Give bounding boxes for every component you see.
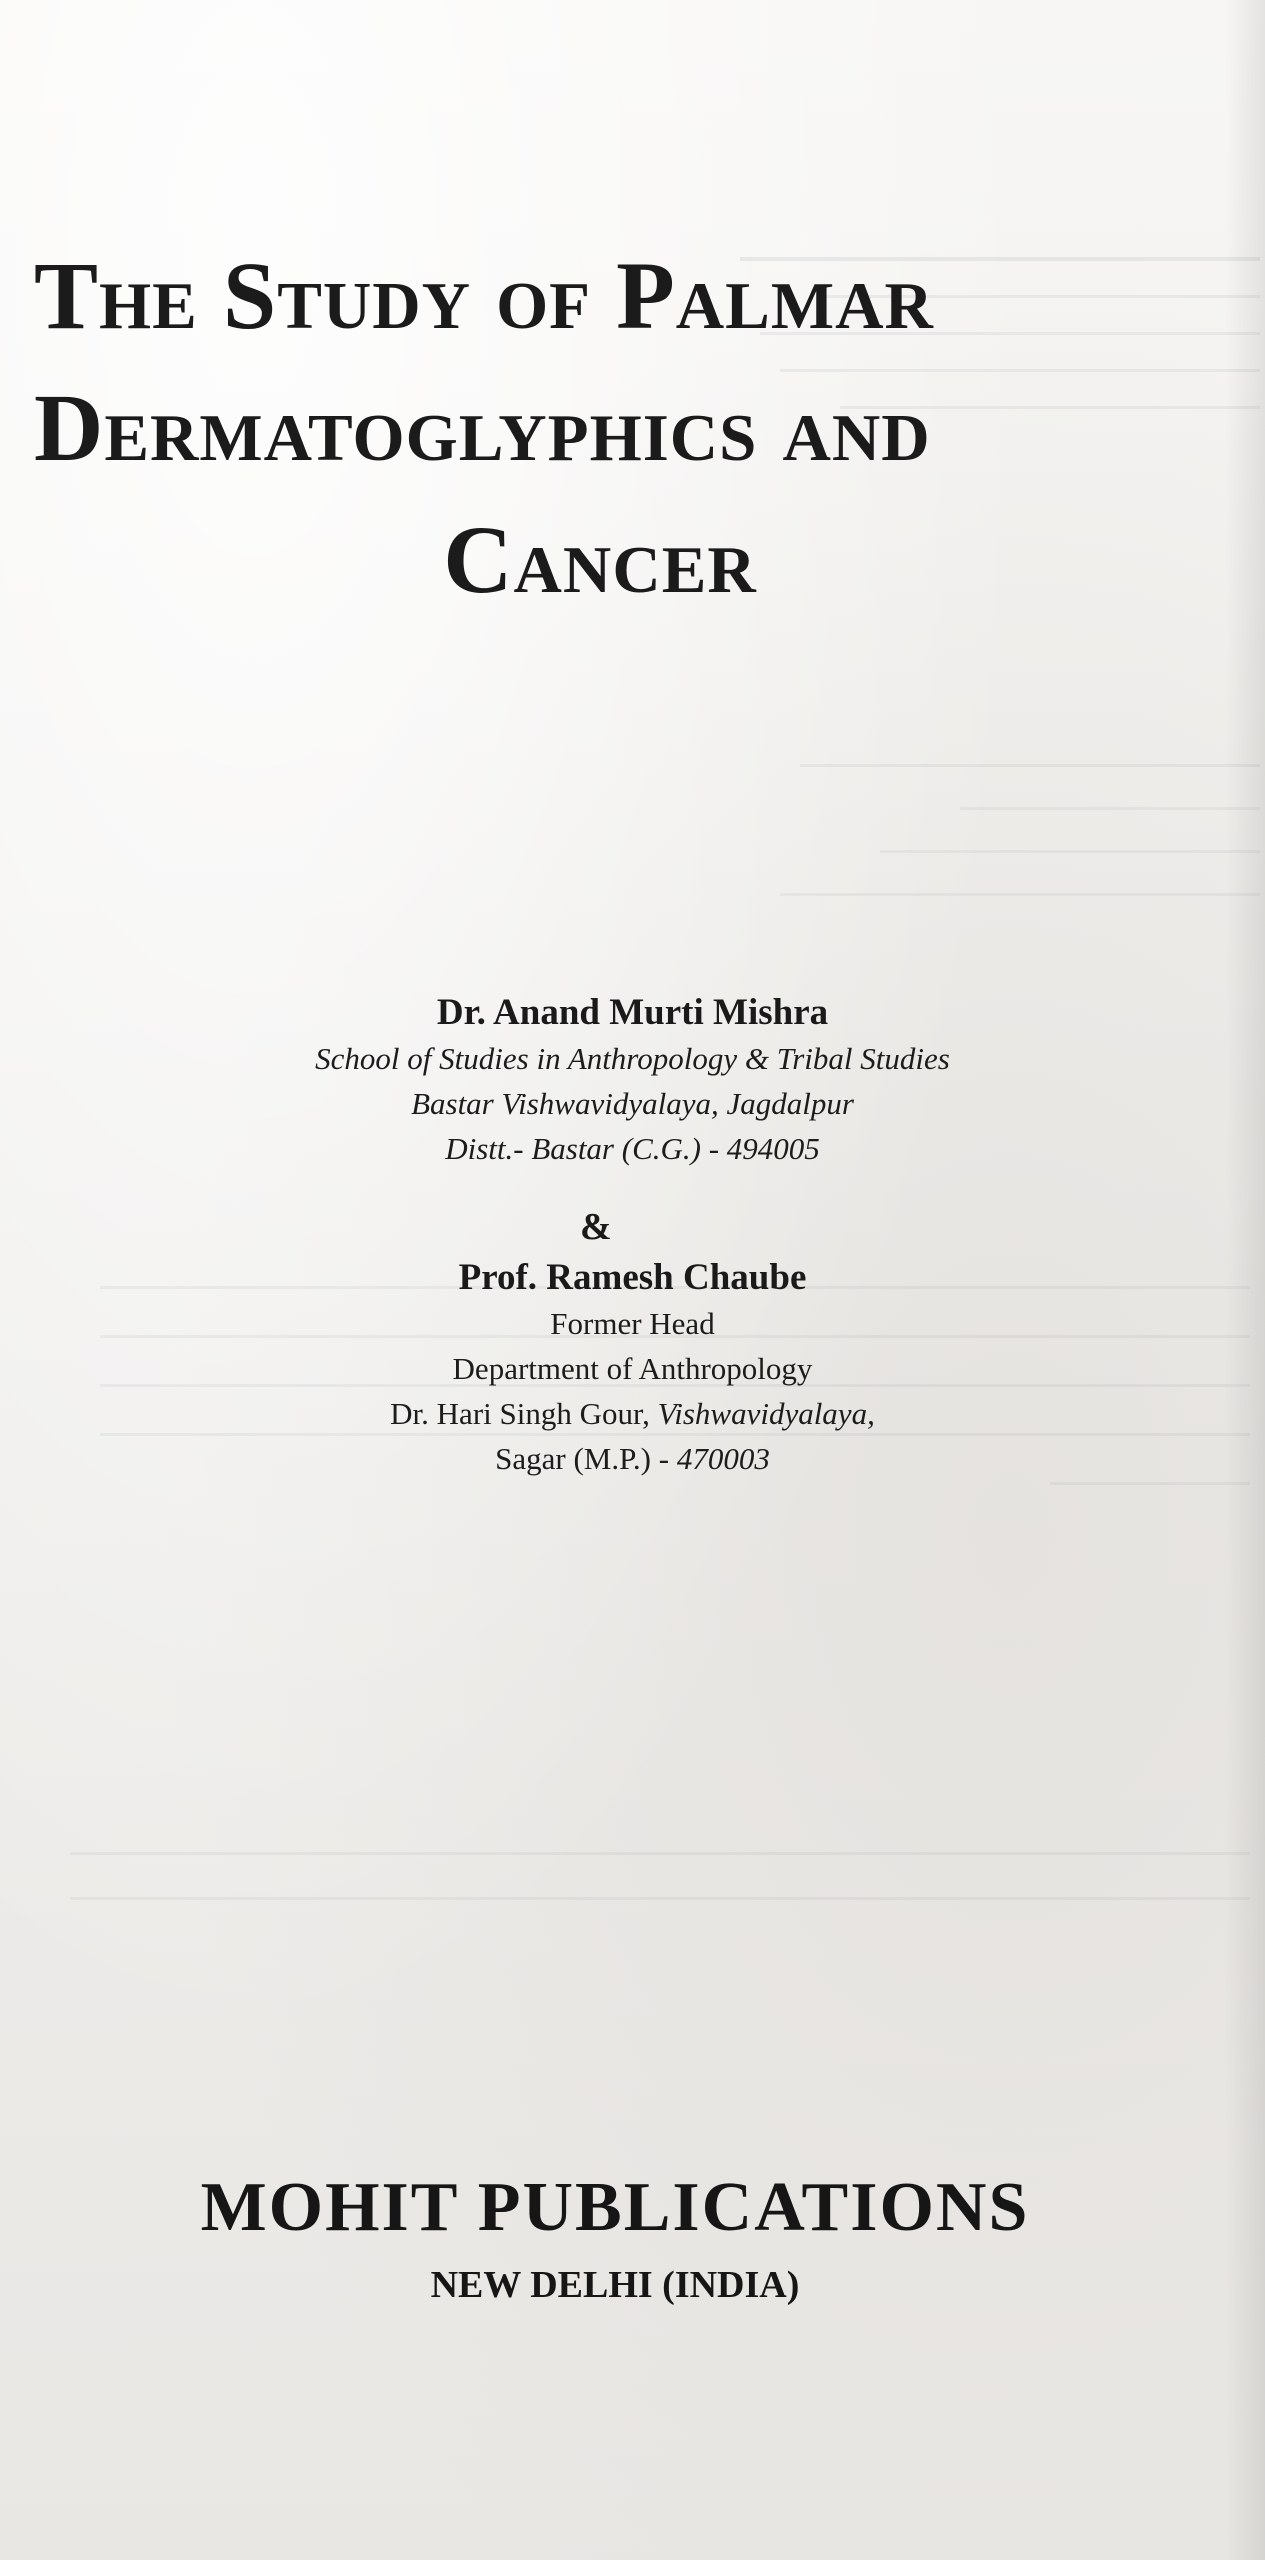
- title-line-1: The Study of Palmar: [34, 242, 934, 349]
- title-line-2: Dermatoglyphics and: [34, 374, 931, 481]
- publisher-name: MOHIT PUBLICATIONS: [200, 2169, 1030, 2246]
- author-2-block: [0, 1255, 1245, 1481]
- author-separator: &: [580, 1206, 612, 1248]
- title-line-3: Cancer: [443, 506, 757, 613]
- author-1-affiliation-2: Bastar Vishwavidyalaya, Jagdalpur: [411, 1086, 854, 1121]
- book-title: [30, 230, 1130, 626]
- author-2-role: Former Head: [550, 1306, 715, 1341]
- author-1-name: Dr. Anand Murti Mishra: [436, 992, 829, 1033]
- author-2-city: Sagar (M.P.) - 470003: [495, 1441, 770, 1476]
- author-2-name: Prof. Ramesh Chaube: [458, 1257, 807, 1298]
- author-2-university: Dr. Hari Singh Gour, Vishwavidyalaya,: [390, 1396, 875, 1431]
- author-1-affiliation-3: Distt.- Bastar (C.G.) - 494005: [445, 1131, 820, 1166]
- show-through-texture: [760, 720, 1260, 940]
- show-through-texture: [40, 1810, 1250, 1910]
- author-1-affiliation-1: School of Studies in Anthropology & Tribal Studies: [315, 1041, 950, 1076]
- publisher-location: NEW DELHI (INDIA): [430, 2264, 800, 2306]
- author-1-block: [0, 990, 1245, 1171]
- author-2-department: Department of Anthropology: [452, 1351, 813, 1386]
